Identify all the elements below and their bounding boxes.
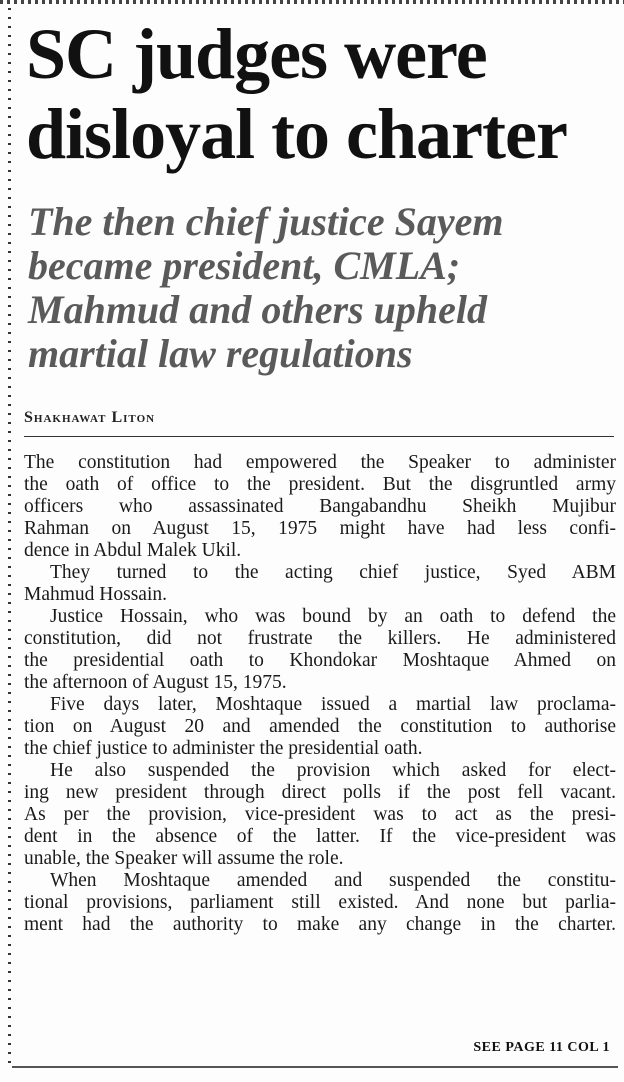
article-body [24, 452, 616, 936]
left-dotted-border [8, 8, 11, 1070]
bottom-rule [12, 1066, 618, 1068]
headline [26, 14, 618, 174]
continuation-jump-line: SEE PAGE 11 COL 1 [473, 1040, 610, 1055]
paragraph [24, 760, 616, 870]
body-line: The constitution had empowered the Speaker to administer [24, 452, 616, 473]
body-line: officers who assassinated Bangabandhu Sheikh Mujibur [24, 496, 616, 517]
paragraph [24, 870, 616, 936]
body-line: constitution, did not frustrate the killers. He administered [24, 628, 616, 649]
body-line: tional provisions, parliament still existed. And none but parlia- [24, 892, 616, 913]
byline-divider [24, 436, 614, 437]
body-line: unable, the Speaker will assume the role. [24, 848, 344, 869]
paragraph [24, 606, 616, 694]
body-line: the afternoon of August 15, 1975. [24, 672, 287, 693]
body-line: the presidential oath to Khondokar Moshtaque Ahmed on [24, 650, 616, 671]
subheadline [28, 200, 618, 376]
subheadline-line: became president, CMLA; [28, 243, 461, 288]
body-line: ment had the authority to make any change in the charter. [24, 914, 616, 935]
body-line: Justice Hossain, who was bound by an oath to defend the [50, 606, 616, 627]
body-line: Rahman on August 15, 1975 might have had less confi- [24, 518, 616, 539]
body-line: tion on August 20 and amended the constitution to authorise [24, 716, 616, 737]
body-line: the oath of office to the president. But the disgruntled army [24, 474, 616, 495]
body-line: Mahmud Hossain. [24, 584, 167, 605]
byline: Shakhawat Liton [24, 409, 156, 426]
body-line: the chief justice to administer the presidential oath. [24, 738, 423, 759]
body-line: Five days later, Moshtaque issued a martial law proclama- [50, 694, 616, 715]
paragraph [24, 694, 616, 760]
body-line: He also suspended the provision which asked for elect- [50, 760, 616, 781]
body-line: When Moshtaque amended and suspended the constitu- [50, 870, 616, 891]
body-line: dence in Abdul Malek Ukil. [24, 540, 242, 561]
body-line: As per the provision, vice-president was to act as the presi- [24, 804, 616, 825]
subheadline-line: Mahmud and others upheld [28, 287, 488, 332]
paragraph [24, 562, 616, 606]
subheadline-line: The then chief justice Sayem [28, 199, 504, 244]
top-dotted-rule [0, 0, 624, 4]
headline-line: disloyal to charter [26, 94, 567, 174]
subheadline-line: martial law regulations [28, 331, 413, 376]
headline-line: SC judges were [26, 14, 487, 94]
body-line: dent in the absence of the latter. If the vice-president was [24, 826, 616, 847]
body-line: They turned to the acting chief justice, Syed ABM [50, 562, 616, 583]
paragraph [24, 452, 616, 562]
body-line: ing new president through direct polls if the post fell vacant. [24, 782, 616, 803]
